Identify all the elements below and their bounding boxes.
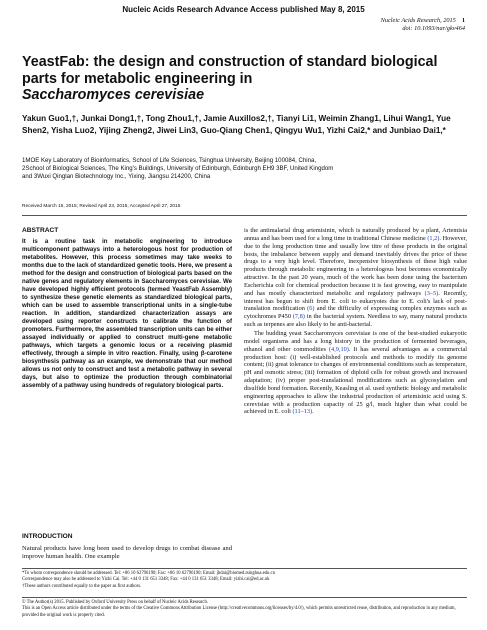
affiliations: [22, 157, 472, 181]
citation-link[interactable]: (6): [307, 305, 315, 313]
citation-link[interactable]: (4,9,10): [328, 345, 349, 353]
abstract-body: It is a routine task in metabolic engineering to introduce multicomponent pathways into a heterologous host for production of metabolites. However, this process sometimes may take weeks to months due to the lack of standardized genetic tools. Here, we present a method for the design and construction of biological parts based on the native genes and regulatory elements in Saccharomyces cerevisiae. We have developed highly efficient protocols (termed YeastFab Assembly) to synthesize these genetic elements as standardized biological parts, which can be used to assemble transcriptional units in a single-tube reaction. In addition, standardized characterization assays are developed using reporter constructs to calibrate the function of promoters. Furthermore, the assembled transcription units can be either assayed individually or applied to construct multi-gene metabolic pathways, which targets a genomic locus or a receiving plasmid effectively, through a simple in vitro reaction. Finally, using β-carotene biosynthesis pathway as an example, we demonstrate that our method allows us not only to construct and test a metabolic pathway in several days, but also to optimize the production through combinatorial assembly of a pathway using hundreds of regulatory biological parts.: [22, 238, 232, 390]
introduction-body: Natural products have long been used to develop drugs to combat disease and improve human health. One example: [22, 545, 232, 561]
footnotes: [22, 571, 467, 590]
title-species: Saccharomyces cerevisiae: [22, 87, 205, 103]
text-run: and the difficulty of expressing complex enzymes such as cytochromes P450: [244, 305, 468, 321]
text-run: The budding yeast Saccharomyces cerevisiae is one of the best-studied eukaryotic model organisms and has a long history in the production of fermented beverages, ethanol and other commodities: [244, 329, 467, 353]
title-main: YeastFab: the design and construction of standard biological parts for metabolic engineering in: [22, 54, 438, 87]
license-text: This is an Open Access article distributed under the terms of the Creative Commons Attribution License (http://creativecommons.org/licenses/by/4.0/), which permits unrestricted reuse, distribution, and reproduction in any medium, provided the original work is properly cited.: [22, 606, 456, 618]
text-run: .: [312, 408, 314, 416]
author-list: Yakun Guo1,†, Junkai Dong1,†, Tong Zhou1,†, Jamie Auxillos2,†, Tianyi Li1, Weimin Zhang1, Lihui Wang1, Yue Shen2, Yisha Luo2, Yijing Zheng2, Jiwei Lin3, Guo-Qiang Chen1, Qingyu Wu1, Yizhi Cai2,* and Junbiao Dai1,*: [22, 114, 451, 135]
footnote-correspondence-alt: Correspondence may also be addressed to Yizhi Cai. Tel: +44 0 131 651 3348; Fax: +44 0 131 651 3348; Email: yizhi.cai@ed.ac.uk: [22, 577, 270, 583]
body-paragraph-1: [244, 227, 467, 329]
copyright-divider: [22, 597, 467, 598]
citation-link[interactable]: (1,2): [427, 234, 440, 242]
citation-link[interactable]: (7,8): [292, 313, 305, 321]
running-head: [381, 17, 465, 33]
copyright-notice: [22, 600, 467, 619]
abstract-heading: ABSTRACT: [22, 227, 59, 234]
paper-title: [22, 54, 467, 104]
journal-citation: Nucleic Acids Research, 2015: [380, 17, 456, 24]
affiliation-3: and 3Wuxi Qinglan Biotechnology Inc., Yixing, Jiangsu 214200, China: [22, 173, 211, 180]
doi[interactable]: doi: 10.1093/nar/gkv464: [402, 25, 465, 32]
text-run: . It has several advantages as a commercial production host: (i) well-established protocols and methods to modify its genome content; (ii) great tolerance to changes of environmental conditions such as temperature, pH and osmotic stress; (iii) formation of diploid cells for robust growth and increased adaptation; (iv) proper post-translational modifications such as glycosylation and disulfide bond formation. Recently, Keasling et al. used synthetic biology and metabolic engineering approaches to allow the industrial production of artemisinic acid using S. cerevisiae with a production capacity of 25 g/l, much higher than what could be achieved in E. coli: [244, 345, 468, 416]
text-run: in the bacterial system. Needless to say, many natural products such as terpenes are also likely to be anti-bacterial.: [244, 313, 467, 329]
footnote-equal-contribution: †These authors contributed equally to the paper as first authors.: [22, 583, 142, 589]
body-paragraph-2: [244, 330, 467, 416]
article-dates: Received March 15, 2015; Revised April 23, 2015; Accepted April 27, 2015: [22, 204, 181, 209]
right-column: [244, 227, 467, 416]
text-run: . However, due to the long production time and usually low titre of these products in the original hosts, the imbalance between supply and demand inevitably drives the price of these drugs to a very high level. Therefore, inexpensive biosynthesis of these high value products through metabolic engineering in a heterologous host becomes economically attractive. In the past 20 years, much of the work has been done using the bacterium Escherichia coli for chemical production because it is fast growing, easy to manipulate and has mostly characterized metabolic and regulatory pathways: [244, 234, 467, 297]
text-run: is the antimalarial drug artemisinin, which is naturally produced by a plant, Artemisia annua and has been used for a long time in traditional Chinese medicine: [244, 227, 467, 242]
affiliation-2: 2School of Biological Sciences, The King's Buildings, University of Edinburgh, Edinburgh EH9 3BF, United Kingdom: [22, 165, 334, 172]
citation-link[interactable]: (3–5): [424, 289, 439, 297]
page-number: 1: [461, 17, 465, 24]
left-column: [22, 227, 232, 390]
footnote-correspondence: *To whom correspondence should be addressed. Tel: +86 10 62796190; Fax: +86 10 62796190; Email: jbdai@biomed.tsinghua.edu.cn: [22, 571, 275, 576]
copyright-line: © The Author(s) 2015. Published by Oxford University Press on behalf of Nucleic Acids Research.: [22, 600, 208, 605]
footnote-divider: [22, 568, 467, 569]
affiliation-1: 1MOE Key Laboratory of Bioinformatics, School of Life Sciences, Tsinghua University, Beijing 100084, China,: [22, 157, 317, 164]
citation-link[interactable]: (11–13): [292, 408, 313, 416]
introduction-heading: INTRODUCTION: [22, 533, 73, 540]
advance-access-banner: Nucleic Acids Research Advance Access published May 8, 2015: [122, 5, 365, 14]
text-run: . Recently, interest has begun to shift from E. coli to eukaryotes due to E. coli's lack of post-translation modification: [244, 289, 467, 313]
header-divider: [22, 215, 467, 216]
